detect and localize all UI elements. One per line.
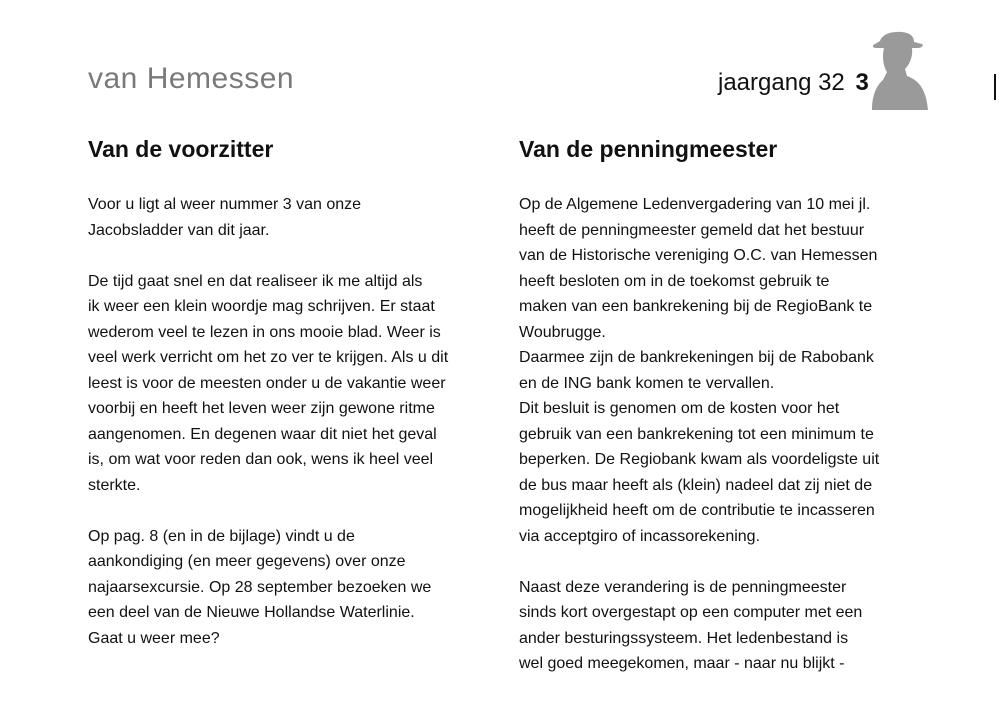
text-line: Jacobsladder van dit jaar. [88, 221, 270, 239]
text-line: Gaat u weer mee? [88, 629, 220, 647]
text-line: van de Historische vereniging O.C. van Hemessen [519, 247, 878, 264]
volume-label: jaargang 32 [718, 69, 845, 96]
text-line: sterkte. [88, 476, 141, 494]
text-line: Daarmee zijn de bankrekeningen bij de Rabobank [519, 349, 874, 366]
text-line: Op de Algemene Ledenvergadering van 10 mei jl. [519, 196, 871, 213]
text-line: beperken. De Regiobank kwam als voordeligste uit [519, 451, 880, 468]
text-line: veel werk verricht om het zo ver te krijgen. Als u dit [88, 349, 449, 366]
volume-and-page [718, 69, 869, 97]
text-line: via acceptgiro of incassorekening. [519, 527, 761, 545]
chairman-heading: Van de voorzitter [88, 136, 274, 162]
text-line: wederom veel te lezen in ons mooie blad. Weer is [88, 323, 441, 341]
chairman-column [88, 133, 478, 677]
text-line: wel goed meegekomen, maar - naar nu blijkt - [519, 655, 845, 672]
text-line: voorbij en heeft het leven weer zijn gewone ritme [88, 400, 435, 417]
text-line: is, om wat voor reden dan ook, wens ik heel veel [88, 451, 434, 468]
text-line: de bus maar heeft als (klein) nadeel dat zij niet de [519, 476, 873, 494]
text-line: ander besturingssysteem. Het ledenbestand is [519, 629, 849, 647]
chairman-paragraph [88, 192, 478, 243]
text-line: Voor u ligt al weer nummer 3 van onze [88, 196, 362, 213]
text-line: ik weer een klein woordje mag schrijven. Er staat [88, 298, 435, 315]
chairman-paragraph [88, 524, 478, 652]
text-line: een deel van de Nieuwe Hollandse Waterlinie. [88, 604, 415, 621]
treasurer-paragraph [519, 575, 909, 677]
text-line: sinds kort overgestapt op een computer met een [519, 604, 863, 621]
page-edge-mark [994, 74, 996, 100]
text-line: leest is voor de meesten onder u de vakantie weer [88, 374, 446, 392]
text-line: Naast deze verandering is de penningmeester [519, 578, 847, 596]
text-line: en de ING bank komen te vervallen. [519, 374, 775, 392]
text-line: heeft de penningmeester gemeld dat het bestuur [519, 221, 865, 239]
treasurer-heading: Van de penningmeester [519, 136, 778, 162]
text-line: De tijd gaat snel en dat realiseer ik me altijd als [88, 272, 423, 290]
page-number: 3 [855, 69, 869, 96]
text-line: Dit besluit is genomen om de kosten voor het [519, 400, 840, 417]
text-line: maken van een bankrekening bij de RegioBank te [519, 298, 873, 315]
treasurer-paragraph [519, 192, 909, 549]
chairman-paragraph [88, 269, 478, 499]
text-line: heeft besloten om in de toekomst gebruik te [519, 272, 830, 290]
text-line: najaarsexcursie. Op 28 september bezoeken we [88, 578, 432, 596]
text-line: Op pag. 8 (en in de bijlage) vindt u de [88, 527, 355, 545]
publication-title: van Hemessen [88, 62, 295, 95]
man-with-hat-silhouette-icon [866, 26, 928, 110]
text-line: Woubrugge. [519, 323, 606, 341]
text-line: gebruik van een bankrekening tot een minimum te [519, 425, 874, 443]
text-line: aankondiging (en meer gegevens) over onze [88, 553, 406, 570]
text-line: aangenomen. En degenen waar dit niet het geval [88, 425, 437, 443]
treasurer-column [519, 133, 909, 702]
text-line: mogelijkheid heeft om de contributie te incasseren [519, 502, 875, 519]
